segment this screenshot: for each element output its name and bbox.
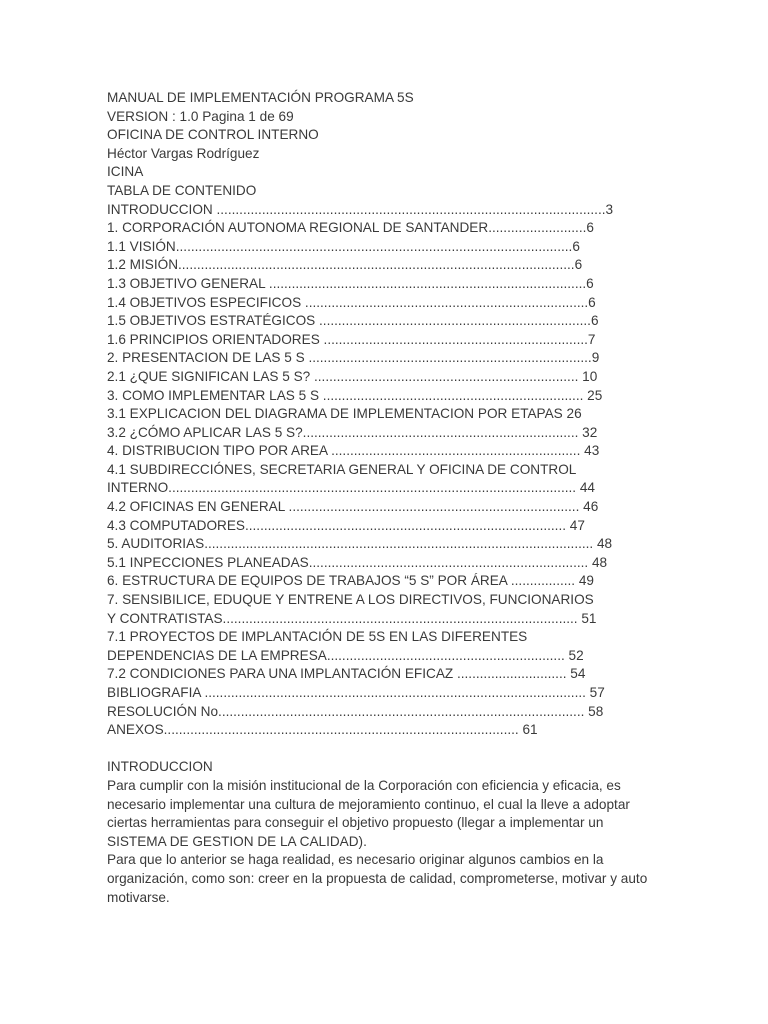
toc-entry: INTERNO............................................................................................................ 44 (107, 480, 595, 496)
author-line: Héctor Vargas Rodríguez (107, 145, 260, 161)
toc-entry: 7.1 PROYECTOS DE IMPLANTACIÓN DE 5S EN LAS DIFERENTES (107, 629, 528, 645)
toc-entry: 1.1 VISIÓN.........................................................................................................6 (107, 238, 580, 254)
toc-entry: DEPENDENCIAS DE LA EMPRESA............................................................... 52 (107, 647, 584, 663)
toc-entry: 3.2 ¿CÓMO APLICAR LAS 5 S?......................................................................... 32 (107, 424, 598, 440)
toc-entry: 5.1 INPECCIONES PLANEADAS.......................................................................... 48 (107, 554, 608, 570)
toc-entry: RESOLUCIÓN No................................................................................................. 58 (107, 703, 604, 719)
document-title: MANUAL DE IMPLEMENTACIÓN PROGRAMA 5S (107, 90, 414, 105)
intro-heading: INTRODUCCION (107, 759, 213, 775)
toc-entry: BIBLIOGRAFIA ..................................................................................................... 57 (107, 685, 605, 700)
intro-paragraph-line: ciertas herramientas para conseguir el objetivo propuesto (llegar a implementar un (107, 815, 604, 831)
intro-paragraph-line: Para cumplir con la misión institucional de la Corporación con eficiencia y eficacia, es (107, 777, 621, 793)
document-page (107, 89, 667, 907)
toc-entry: INTRODUCCION .......................................................................................................3 (107, 201, 614, 217)
introduction-section (107, 758, 667, 907)
toc-entry: 1. CORPORACIÓN AUTONOMA REGIONAL DE SANTANDER..........................6 (107, 220, 594, 236)
fragment-line: ICINA (107, 164, 144, 180)
toc-entry: 4.1 SUBDIRECCIÓNES, SECRETARIA GENERAL Y OFICINA DE CONTROL (107, 461, 577, 477)
toc-entry: 7. SENSIBILICE, EDUQUE Y ENTRENE A LOS DIRECTIVOS, FUNCIONARIOS (107, 592, 594, 608)
toc-entry: 3. COMO IMPLEMENTAR LAS 5 S ..................................................................... 25 (107, 387, 603, 403)
toc-entry: 6. ESTRUCTURA DE EQUIPOS DE TRABAJOS “5 S” POR ÁREA ................. 49 (107, 573, 594, 589)
intro-paragraph-line: Para que lo anterior se haga realidad, es necesario originar algunos cambios en la (107, 852, 604, 868)
toc-entry: 1.5 OBJETIVOS ESTRATÉGICOS ........................................................................6 (107, 313, 599, 329)
toc-heading: TABLA DE CONTENIDO (107, 182, 257, 198)
toc-entry: 1.6 PRINCIPIOS ORIENTADORES ......................................................................7 (107, 331, 596, 347)
toc-entry: 4.3 COMPUTADORES..................................................................................... 47 (107, 517, 585, 533)
table-of-contents (107, 201, 667, 740)
toc-entry: 2. PRESENTACION DE LAS 5 S ...........................................................................9 (107, 350, 600, 366)
office-line: OFICINA DE CONTROL INTERNO (107, 127, 319, 143)
toc-entry: 1.3 OBJETIVO GENERAL ....................................................................................6 (107, 275, 594, 291)
toc-entry: 4.2 OFICINAS EN GENERAL ............................................................................. 46 (107, 499, 599, 515)
toc-entry: 2.1 ¿QUE SIGNIFICAN LAS 5 S? ...................................................................... 10 (107, 368, 598, 384)
toc-entry: 5. AUDITORIAS....................................................................................................... 48 (107, 536, 613, 552)
toc-entry: 1.2 MISIÓN.........................................................................................................6 (107, 257, 583, 273)
intro-paragraph-line: motivarse. (107, 889, 170, 905)
version-line: VERSION : 1.0 Pagina 1 de 69 (107, 108, 294, 124)
toc-entry: 3.1 EXPLICACION DEL DIAGRAMA DE IMPLEMENTACION POR ETAPAS 26 (107, 406, 582, 422)
document-header (107, 89, 667, 201)
toc-entry: 4. DISTRIBUCION TIPO POR AREA .................................................................. 43 (107, 443, 600, 459)
toc-entry: Y CONTRATISTAS.............................................................................................. 51 (107, 610, 597, 626)
toc-entry: 1.4 OBJETIVOS ESPECIFICOS ...........................................................................6 (107, 294, 596, 310)
toc-entry: 7.2 CONDICIONES PARA UNA IMPLANTACIÓN EFICAZ ............................. 54 (107, 666, 586, 682)
toc-entry: ANEXOS.............................................................................................. 61 (107, 722, 538, 738)
intro-paragraph-line: SISTEMA DE GESTION DE LA CALIDAD). (107, 833, 367, 849)
intro-paragraph-line: necesario implementar una cultura de mejoramiento continuo, el cual la lleve a adoptar (107, 796, 630, 812)
section-spacer (107, 740, 667, 759)
intro-paragraph-line: organización, como son: creer en la propuesta de calidad, comprometerse, motivar y auto (107, 870, 648, 886)
